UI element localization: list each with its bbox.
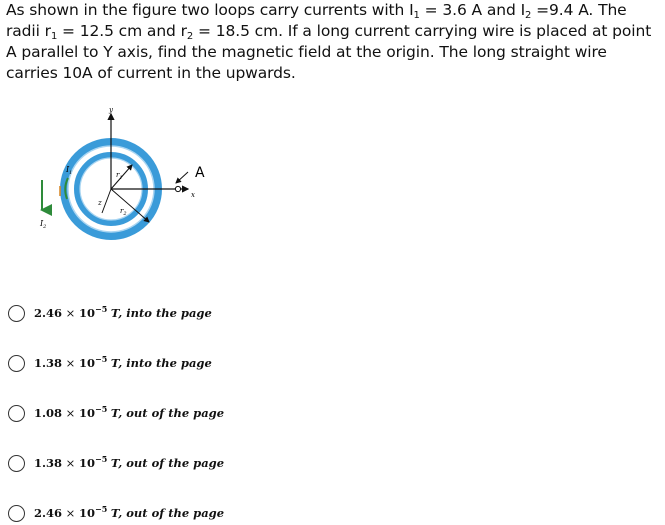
radio-button[interactable] [8,405,25,422]
question-part: = 18.5 cm. If a long current carrying wire is placed at point A parallel to Y axis, find the magnetic field at the origin. The long straight wire carries 10A of current in the upwards. [6,22,652,82]
radius-subscript: 2 [186,31,194,42]
question-part: = 3.6 A and [419,1,521,19]
y-label: y [109,106,113,114]
radio-button[interactable] [8,305,25,322]
answer-option-1[interactable] [8,301,212,325]
radius-subscript: 1 [50,31,58,42]
option-label: $1.38 \times 10^{-5}$ T, into the page [34,354,212,370]
x-label: x [191,191,195,199]
answer-option-2[interactable] [8,351,212,375]
radius-symbol: r [180,22,187,40]
r2-label: $r_2$ [120,207,127,217]
current-subscript: 2 [525,10,532,21]
a-label: A [195,165,205,181]
current-symbol: I [409,1,414,19]
i2-label: $I_2$ [40,219,47,230]
question-text [6,0,661,84]
z-label: z [98,199,102,207]
option-label: $2.46 \times 10^{-5}$ T, out of the page [34,504,225,520]
answer-option-5[interactable] [8,501,224,525]
answer-option-3[interactable] [8,401,224,425]
loops-figure [30,100,230,240]
question-part: =9.4 A. The radii [6,1,627,40]
current-subscript: 1 [413,10,420,21]
r1-label: $r_1$ [116,171,123,181]
option-label: $1.08 \times 10^{-5}$ T, out of the page [34,404,225,420]
answer-option-4[interactable] [8,451,224,475]
option-label: $2.46 \times 10^{-5}$ T, into the page [34,304,212,320]
point-a [175,186,180,191]
wire-arrow [176,172,188,183]
i1-label: $I_1$ [66,165,73,176]
z-axis [102,189,111,213]
current-symbol: I [520,1,526,19]
question-part: As shown in the figure two loops carry currents with [6,1,410,19]
question-part: = 12.5 cm and [57,22,181,40]
radio-button[interactable] [8,505,25,522]
radius-symbol: r [44,22,51,40]
option-label: $1.38 \times 10^{-5}$ T, out of the page [34,454,225,470]
radio-button[interactable] [8,455,25,472]
radio-button[interactable] [8,355,25,372]
